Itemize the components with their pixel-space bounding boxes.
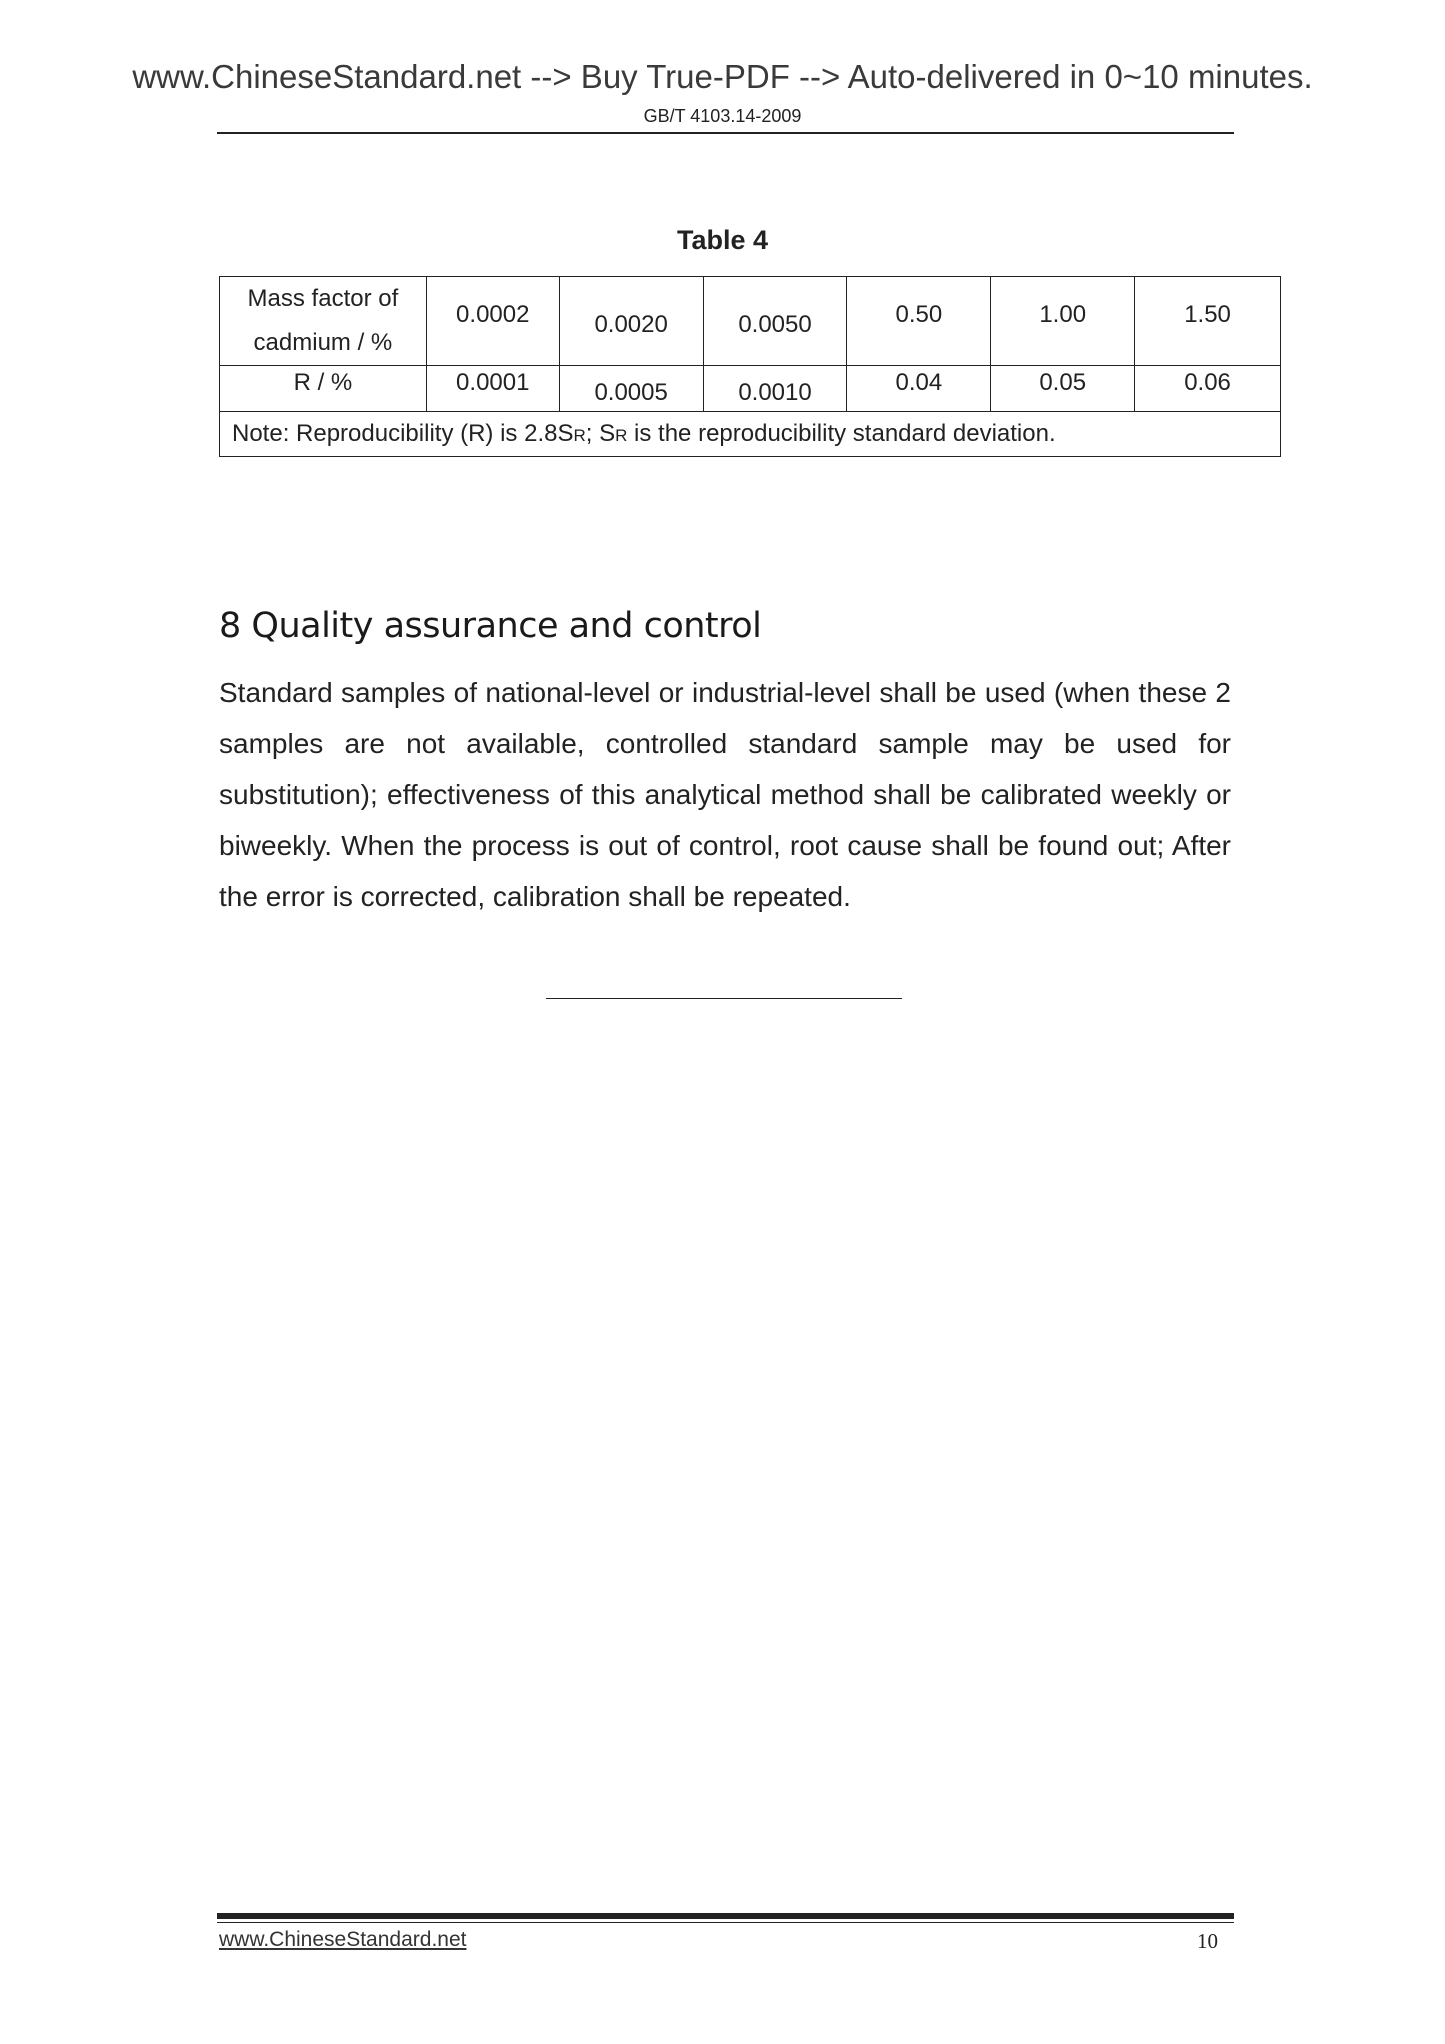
table-row-note: [220, 412, 1281, 457]
header-divider: [217, 132, 1234, 134]
footer-divider-thin: [217, 1922, 1234, 1923]
section-paragraph: Standard samples of national-level or industrial-level shall be used (when these 2 samples are not available, controlled standard sample may be used for substitution); effectiveness of this analytical method shall be calibrated weekly or biweekly. When the process is out of control, root cause shall be found out; After the error is corrected, calibration shall be repeated.: [219, 677, 1231, 912]
table-title: Table 4: [676, 225, 769, 255]
table-row-reproducibility: [220, 366, 1281, 412]
table-cell: 0.0001: [426, 366, 559, 412]
reproducibility-table: [219, 276, 1281, 457]
table-cell: 0.50: [847, 277, 991, 366]
page-number: 10: [1197, 1929, 1218, 1953]
mass-factor-label-line1: Mass factor of: [247, 285, 399, 312]
table-cell: 0.0050: [703, 277, 847, 366]
end-divider: [546, 998, 902, 999]
header-banner: www.ChineseStandard.net --> Buy True-PDF --> Auto-delivered in 0~10 minutes.: [132, 58, 1313, 95]
table-cell: 0.06: [1135, 366, 1281, 412]
footer-website-link[interactable]: www.ChineseStandard.net: [219, 1928, 467, 1951]
footer-divider-thick: [217, 1913, 1234, 1919]
mass-factor-label-line2: cadmium / %: [253, 329, 393, 356]
table-cell: 0.0010: [703, 366, 847, 412]
table-cell: 0.05: [991, 366, 1135, 412]
section-heading: 8 Quality assurance and control: [219, 606, 762, 646]
table-row-label: [220, 277, 427, 366]
table-cell: 1.00: [991, 277, 1135, 366]
table-cell: 0.0002: [426, 277, 559, 366]
table-row-label: R / %: [220, 366, 427, 412]
table-cell: 0.04: [847, 366, 991, 412]
table-row-mass-factor: [220, 277, 1281, 366]
table-note: Note: Reproducibility (R) is 2.8SR; SR is the reproducibility standard deviation.: [220, 412, 1281, 457]
standard-code: GB/T 4103.14-2009: [643, 106, 802, 126]
table-cell: 1.50: [1135, 277, 1281, 366]
table-cell: 0.0005: [559, 366, 703, 412]
table-cell: 0.0020: [559, 277, 703, 366]
